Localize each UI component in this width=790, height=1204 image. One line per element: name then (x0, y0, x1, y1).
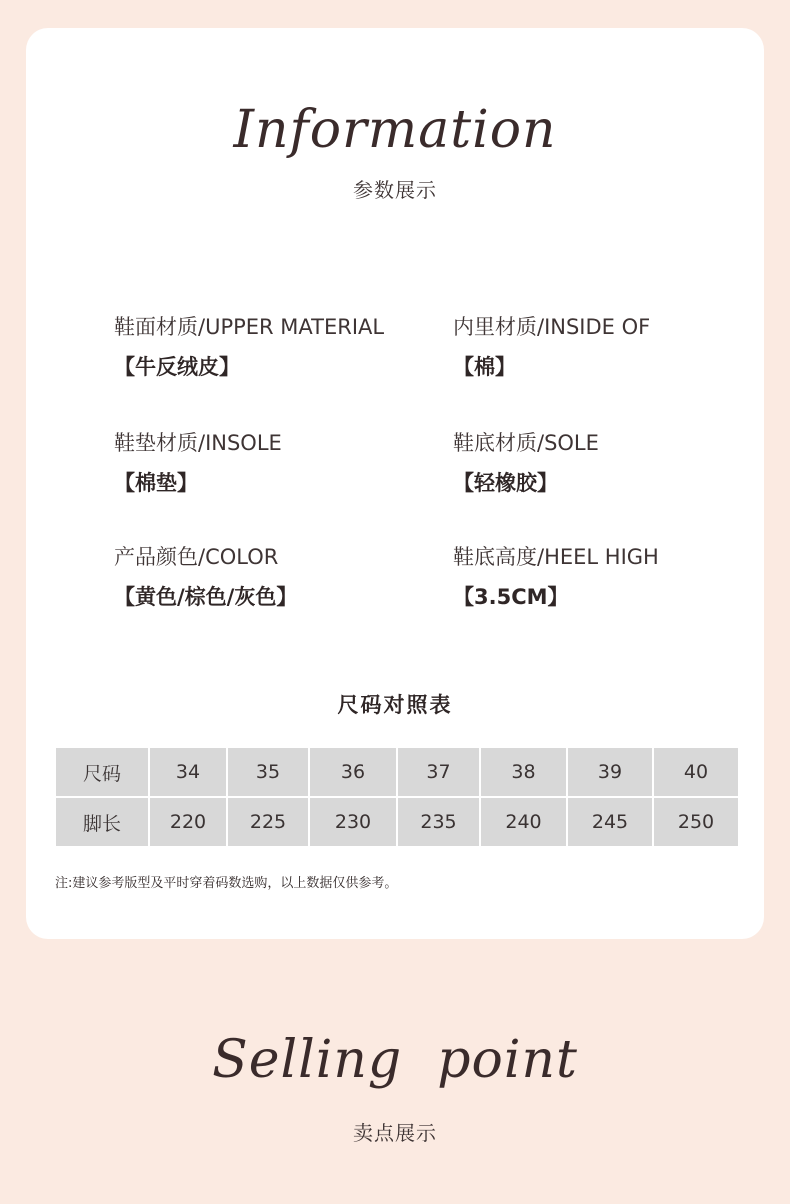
table-cell: 37 (397, 747, 480, 797)
spec-label: 产品颜色/COLOR (114, 545, 279, 569)
table-cell: 40 (653, 747, 739, 797)
spec-label: 鞋底高度/HEEL HIGH (453, 545, 659, 569)
spec-label: 鞋面材质/UPPER MATERIAL (114, 315, 385, 339)
table-cell: 225 (227, 797, 309, 847)
spec-value: 【轻橡胶】 (453, 471, 558, 495)
spec-value: 【棉垫】 (114, 471, 198, 495)
table-row (55, 797, 739, 847)
table-cell: 38 (480, 747, 567, 797)
size-note: 注:建议参考版型及平时穿着码数选购，以上数据仅供参考。 (55, 876, 398, 891)
information-title: Information (233, 100, 557, 160)
table-row (55, 747, 739, 797)
spec-value: 【3.5CM】 (453, 585, 569, 609)
spec-label: 内里材质/INSIDE OF (453, 315, 651, 339)
size-chart-table (54, 746, 740, 848)
selling-point-subtitle: 卖点展示 (353, 1121, 437, 1145)
row-header-foot-length: 脚长 (55, 797, 149, 847)
table-cell: 230 (309, 797, 397, 847)
table-cell: 36 (309, 747, 397, 797)
row-header-size: 尺码 (55, 747, 149, 797)
table-cell: 240 (480, 797, 567, 847)
table-cell: 35 (227, 747, 309, 797)
spec-insole (114, 427, 282, 497)
table-cell: 245 (567, 797, 653, 847)
table-cell: 235 (397, 797, 480, 847)
spec-heel-high (453, 541, 659, 611)
spec-value: 【牛反绒皮】 (114, 355, 240, 379)
spec-value: 【棉】 (453, 355, 516, 379)
spec-value: 【黄色/棕色/灰色】 (114, 585, 298, 609)
spec-upper-material (114, 311, 384, 381)
size-table-title: 尺码对照表 (337, 693, 453, 717)
table-cell: 34 (149, 747, 227, 797)
table-cell: 250 (653, 797, 739, 847)
spec-label: 鞋底材质/SOLE (453, 431, 599, 455)
table-cell: 220 (149, 797, 227, 847)
spec-sole (453, 427, 599, 497)
spec-inside (453, 311, 650, 381)
selling-point-title: Selling point (212, 1030, 578, 1090)
information-subtitle: 参数展示 (353, 178, 437, 202)
spec-color (114, 541, 297, 611)
spec-label: 鞋垫材质/INSOLE (114, 431, 282, 455)
table-cell: 39 (567, 747, 653, 797)
